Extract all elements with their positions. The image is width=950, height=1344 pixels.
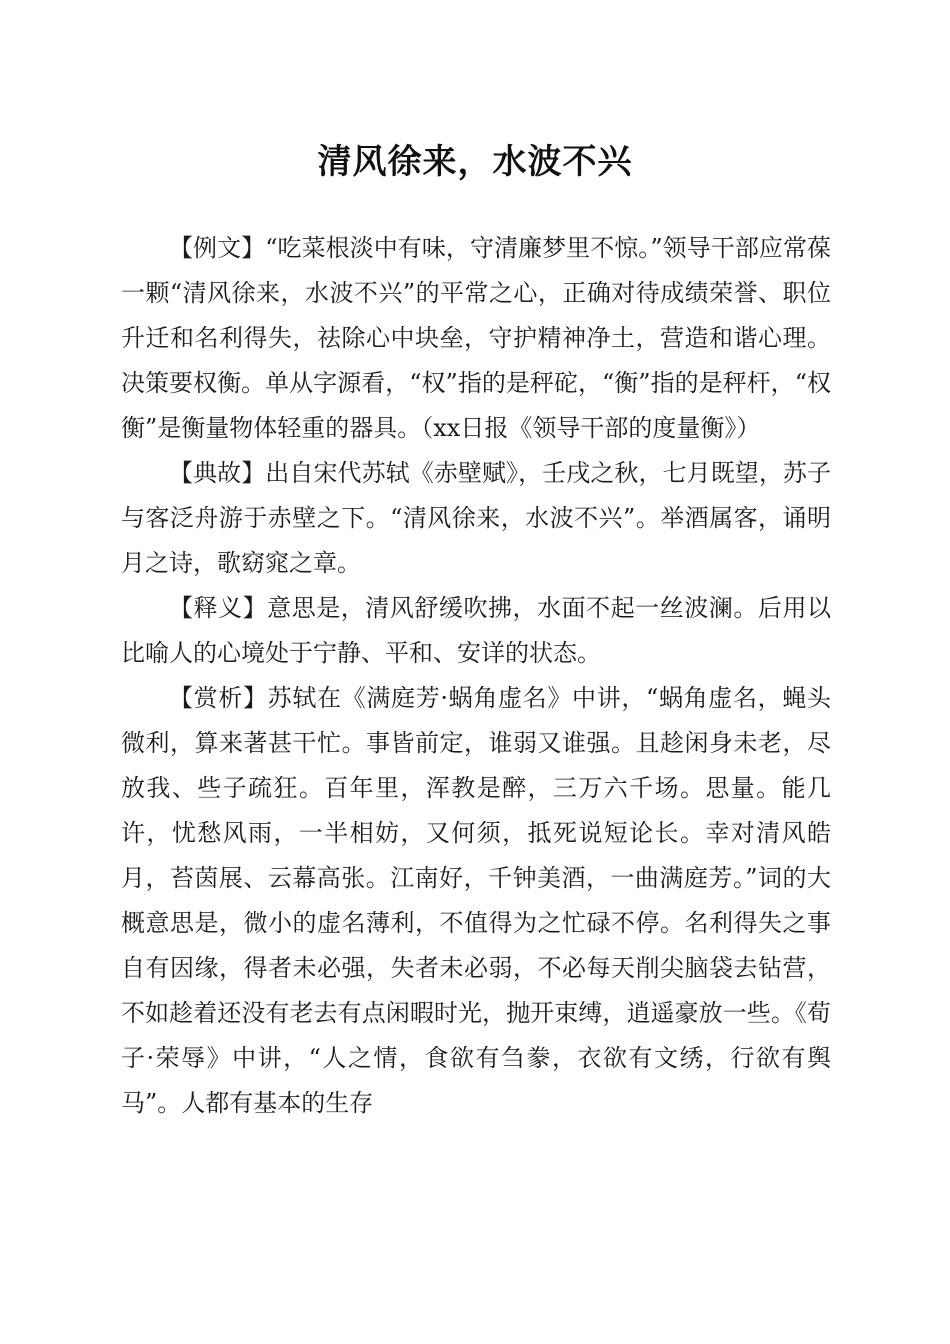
paragraph-allusion: 【典故】出自宋代苏轼《赤壁赋》，壬戌之秋，七月既望，苏子与客泛舟游于赤壁之下。“清风徐来，水波不兴”。举酒属客，诵明月之诗，歌窈窕之章。 xyxy=(121,459,831,577)
document-body xyxy=(121,226,831,1126)
document-title: 清风徐来，水波不兴 xyxy=(317,142,633,182)
paragraph-appreciation: 【赏析】苏轼在《满庭芳·蜗角虚名》中讲，“蜗角虚名，蝇头微利，算来著甚干忙。事皆前定，谁弱又谁强。且趁闲身未老，尽放我、些子疏狂。百年里，浑教是醉，三万六千场。思量。能几许，忧愁风雨，一半相妨，又何须，抵死说短论长。幸对清风皓月，苔茵展、云幕高张。江南好，千钟美酒，一曲满庭芳。”词的大概意思是，微小的虚名薄利，不值得为之忙碌不停。名利得失之事自有因缘，得者未必强，失者未必弱，不必每天削尖脑袋去钻营，不如趁着还没有老去有点闲暇时光，抛开束缚，逍遥豪放一些。《荀子·荣辱》中讲，“人之情，食欲有刍豢，衣欲有文绣，行欲有舆马”。人都有基本的生存 xyxy=(121,684,831,1117)
paragraph-meaning: 【释义】意思是，清风舒缓吹拂，水面不起一丝波澜。后用以比喻人的心境处于宁静、平和、安详的状态。 xyxy=(121,594,831,667)
paragraph-example: 【例文】“吃菜根淡中有味，守清廉梦里不惊。”领导干部应常葆一颗“清风徐来，水波不兴”的平常之心，正确对待成绩荣誉、职位升迁和名利得失，祛除心中块垒，守护精神净土，营造和谐心理。决策要权衡。单从字源看，“权”指的是秤砣，“衡”指的是秤杆，“权衡”是衡量物体轻重的器具。（xx日报《领导干部的度量衡》） xyxy=(121,234,831,442)
